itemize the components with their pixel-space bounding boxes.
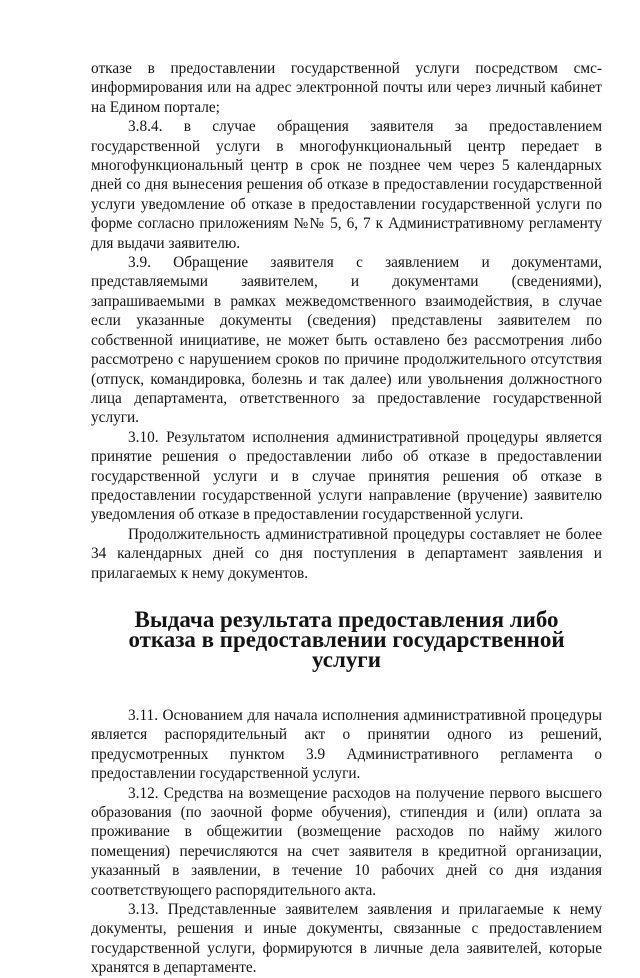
paragraph-3-9: 3.9. Обращение заявителя с заявлением и документами, представляемыми заявителем, и документами (сведениями), запрашиваемыми в рамках межведомственного взаимодействия, в случае если указанные документы (сведения) представлены заявителем по собственной инициативе, не может быть оставлено без рассмотрения либо рассмотрено с нарушением сроков по причине продолжительного отсутствия (отпуск, командировка, болезнь и так далее) или увольнения должностного лица департамента, ответственного за предоставление государственной услуги. [91,254,602,427]
paragraph-3-10: 3.10. Результатом исполнения административной процедуры является принятие решения о предоставлении либо об отказе в предоставлении государственной услуги и в случае принятия решения об отказе в предоставлении государственной услуги направление (вручение) заявителю уведомления об отказе в предоставлении государственной услуги. [91,428,602,524]
paragraph-3-13: 3.13. Представленные заявителем заявления и прилагаемые к нему документы, решения и иные документы, связанные с предоставлением государственной услуги, формируются в личные дела заявителей, которые хранятся в департаменте. [91,901,602,977]
section-heading: Выдача результата предоставления либо отказа в предоставлении государственной услуги [128,606,565,672]
paragraph-3-11: 3.11. Основанием для начала исполнения административной процедуры является распорядительный акт о принятии одного из решений, предусмотренных пунктом 3.9 Административного регламента о предоставлении государственной услуги. [91,706,602,783]
paragraph-sms-notification: отказе в предоставлении государственной услуги посредством смс-информирования или на адрес электронной почты или через личный кабинет на Едином портале; [91,60,602,116]
paragraph-duration: Продолжительность административной процедуры составляет не более 34 календарных дней со дня поступления в департамент заявления и прилагаемых к нему документов. [91,525,602,582]
paragraph-3-8-4: 3.8.4. в случае обращения заявителя за предоставлением государственной услуги в многофункциональный центр передает в многофункциональный центр в срок не позднее чем через 5 календарных дней со дня вынесения решения об отказе в предоставлении государственной услуги уведомление об отказе в предоставлении государственной услуги по форме согласно приложениям №№ 5, 6, 7 к Административному регламенту для выдачи заявителю. [91,118,602,252]
paragraph-3-12: 3.12. Средства на возмещение расходов на получение первого высшего образования (по заочной форме обучения), стипендия и (или) оплата за проживание в общежитии (возмещение расходов по найму жилого помещения) перечисляются на счет заявителя в кредитной организации, указанный в заявлении, в течение 10 рабочих дней со дня издания соответствующего распорядительного акта. [91,784,602,899]
